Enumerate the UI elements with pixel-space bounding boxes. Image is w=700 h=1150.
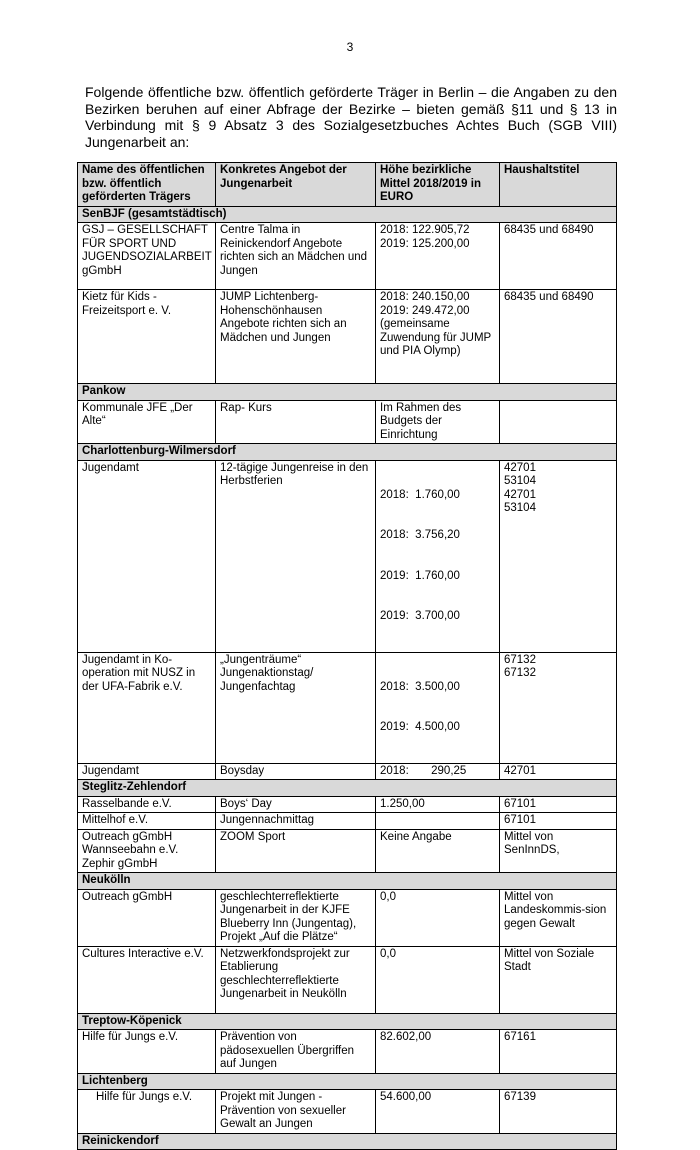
funds-cell (376, 652, 500, 763)
offer-text: Projekt mit Jungen - Prävention von sexueller Gewalt an Jungen (216, 1090, 376, 1134)
budget-title: 42701 (500, 763, 617, 780)
funds-cell (376, 223, 500, 290)
header-budget-title: Haushaltstitel (500, 163, 617, 207)
section-neukoelln: Neukölln (78, 873, 617, 890)
section-row (78, 384, 617, 401)
funds-line: 2018: 1.760,00 (380, 488, 460, 501)
funds-cell: 82.602,00 (376, 1030, 500, 1074)
section-row (78, 1073, 617, 1090)
funds-line: 2019: 249.472,00 (380, 304, 470, 317)
funds-cell: 2018: 290,25 (376, 763, 500, 780)
table-row (78, 1090, 617, 1134)
funds-line: 2019: 125.200,00 (380, 237, 470, 250)
budget-title: 67101 (500, 796, 617, 813)
offer-text: Prävention von pädosexuellen Übergriffen auf Jungen (216, 1030, 376, 1074)
budget-title (500, 400, 617, 444)
header-provider: Name des öffentlichen bzw. öffentlich geförderten Trägers (78, 163, 216, 207)
provider-name: Hilfe für Jungs e.V. (78, 1090, 216, 1134)
section-row (78, 780, 617, 797)
provider-name: Cultures Interactive e.V. (78, 946, 216, 1013)
table-row (78, 460, 617, 652)
table-row (78, 290, 617, 384)
budget-title: 67132 (504, 667, 536, 679)
funds-line: 2018: 3.500,00 (380, 680, 460, 693)
funds-cell: 54.600,00 (376, 1090, 500, 1134)
offer-text: Centre Talma in Reinickendorf Angebote richten sich an Mädchen und Jungen (216, 223, 376, 290)
funds-cell: 0,0 (376, 889, 500, 946)
intro-paragraph: Folgende öffentliche bzw. öffentlich geförderte Träger in Berlin – die Angaben zu den Bezirken beruhen auf einer Abfrage der Bezirke – bieten gemäß §11 und § 13 in Verbindung mit § 9 Absatz 3 des Sozialgesetzbuches Achtes Buch (SGB VIII) Jungenarbeit an: (85, 84, 617, 150)
section-treptow: Treptow-Köpenick (78, 1013, 617, 1030)
funds-cell (376, 460, 500, 652)
table-row (78, 829, 617, 873)
offer-text: Netzwerkfondsprojekt zur Etablierung geschlechterreflektierte Jungenarbeit in Neukölln (216, 946, 376, 1013)
funds-line: 2019: 4.500,00 (380, 721, 460, 733)
youth-work-table (77, 162, 617, 1150)
header-funds: Höhe bezirkliche Mittel 2018/2019 in EURO (376, 163, 500, 207)
budget-title: 68435 und 68490 (500, 223, 617, 290)
section-row (78, 444, 617, 461)
budget-title-cell (500, 460, 617, 652)
provider-name: Kommunale JFE „Der Alte“ (78, 400, 216, 444)
table-row (78, 889, 617, 946)
provider-name: Jugendamt (78, 460, 216, 652)
provider-name: Jugendamt in Ko-operation mit NUSZ in der UFA-Fabrik e.V. (78, 652, 216, 763)
funds-line: 2019: 3.700,00 (380, 610, 460, 622)
section-charlottenburg: Charlottenburg-Wilmersdorf (78, 444, 617, 461)
section-row (78, 206, 617, 223)
section-row (78, 1133, 617, 1150)
funds-line: 2018: 240.150,00 (380, 291, 470, 303)
provider-name: Hilfe für Jungs e.V. (78, 1030, 216, 1074)
table-row (78, 652, 617, 763)
funds-cell (376, 813, 500, 830)
budget-title: 68435 und 68490 (500, 290, 617, 384)
page-number: 3 (346, 40, 354, 54)
table-row (78, 400, 617, 444)
section-reinickendorf: Reinickendorf (78, 1133, 617, 1150)
funds-cell: 1.250,00 (376, 796, 500, 813)
offer-text: Rap- Kurs (216, 400, 376, 444)
table-row (78, 763, 617, 780)
funds-line: 2019: 1.760,00 (380, 569, 460, 582)
section-lichtenberg: Lichtenberg (78, 1073, 617, 1090)
funds-line: 2018: 122.905,72 (380, 224, 470, 236)
budget-title: Mittel von Landeskommis-sion gegen Gewalt (500, 889, 617, 946)
table-row (78, 223, 617, 290)
budget-title: 67139 (500, 1090, 617, 1134)
offer-text: Jungennachmittag (216, 813, 376, 830)
section-row (78, 873, 617, 890)
funds-cell: Keine Angabe (376, 829, 500, 873)
offer-text: JUMP Lichtenberg-Hohenschönhausen Angebote richten sich an Mädchen und Jungen (216, 290, 376, 384)
funds-note: (gemeinsame Zuwendung für JUMP und PIA Olymp) (380, 318, 492, 357)
offer-text: 12-tägige Jungenreise in den Herbstferien (216, 460, 376, 652)
funds-cell (376, 290, 500, 384)
funds-line: 2018: 3.756,20 (380, 529, 460, 541)
table-row (78, 813, 617, 830)
provider-name: Outreach gGmbH (82, 830, 173, 843)
provider-name: Mittelhof e.V. (78, 813, 216, 830)
budget-title: 67101 (500, 813, 617, 830)
table-row (78, 796, 617, 813)
section-senbjf: SenBJF (gesamtstädtisch) (78, 206, 617, 223)
budget-title: 67132 (504, 653, 536, 666)
provider-name: Rasselbande e.V. (78, 796, 216, 813)
table-row (78, 1030, 617, 1074)
provider-name: Outreach gGmbH (78, 889, 216, 946)
budget-title: 53104 (504, 475, 536, 487)
offer-text: Boys‘ Day (216, 796, 376, 813)
table-row (78, 946, 617, 1013)
provider-name: Jugendamt (78, 763, 216, 780)
offer-text: geschlechterreflektierte Jungenarbeit in der KJFE Blueberry Inn (Jungentag), Projekt „Auf die Plätze“ (216, 889, 376, 946)
budget-title: 67161 (500, 1030, 617, 1074)
offer-text: Boysday (216, 763, 376, 780)
funds-cell: 0,0 (376, 946, 500, 1013)
budget-title: Mittel von SenInnDS, (500, 829, 617, 873)
provider-name: Kietz für Kids - Freizeitsport e. V. (78, 290, 216, 384)
section-pankow: Pankow (78, 384, 617, 401)
budget-title: 42701 (504, 461, 536, 474)
header-offer: Konkretes Angebot der Jungenarbeit (216, 163, 376, 207)
budget-title: 42701 (504, 488, 536, 501)
offer-text: ZOOM Sport (216, 829, 376, 873)
provider-name: GSJ – GESELLSCHAFT FÜR SPORT UND JUGENDSOZIALARBEIT gGmbH (78, 223, 216, 290)
budget-title: Mittel von Soziale Stadt (500, 946, 617, 1013)
budget-title: 53104 (504, 502, 536, 514)
table-header-row (78, 163, 617, 207)
section-row (78, 1013, 617, 1030)
provider-name-cell (78, 829, 216, 873)
funds-cell: Im Rahmen des Budgets der Einrichtung (376, 400, 500, 444)
provider-name: Zephir gGmbH (82, 857, 158, 870)
section-steglitz: Steglitz-Zehlendorf (78, 780, 617, 797)
offer-text: „Jungenträume“ Jungenaktionstag/ Jungenfachtag (216, 652, 376, 763)
budget-title-cell (500, 652, 617, 763)
provider-name: Wannseebahn e.V. (82, 844, 179, 856)
